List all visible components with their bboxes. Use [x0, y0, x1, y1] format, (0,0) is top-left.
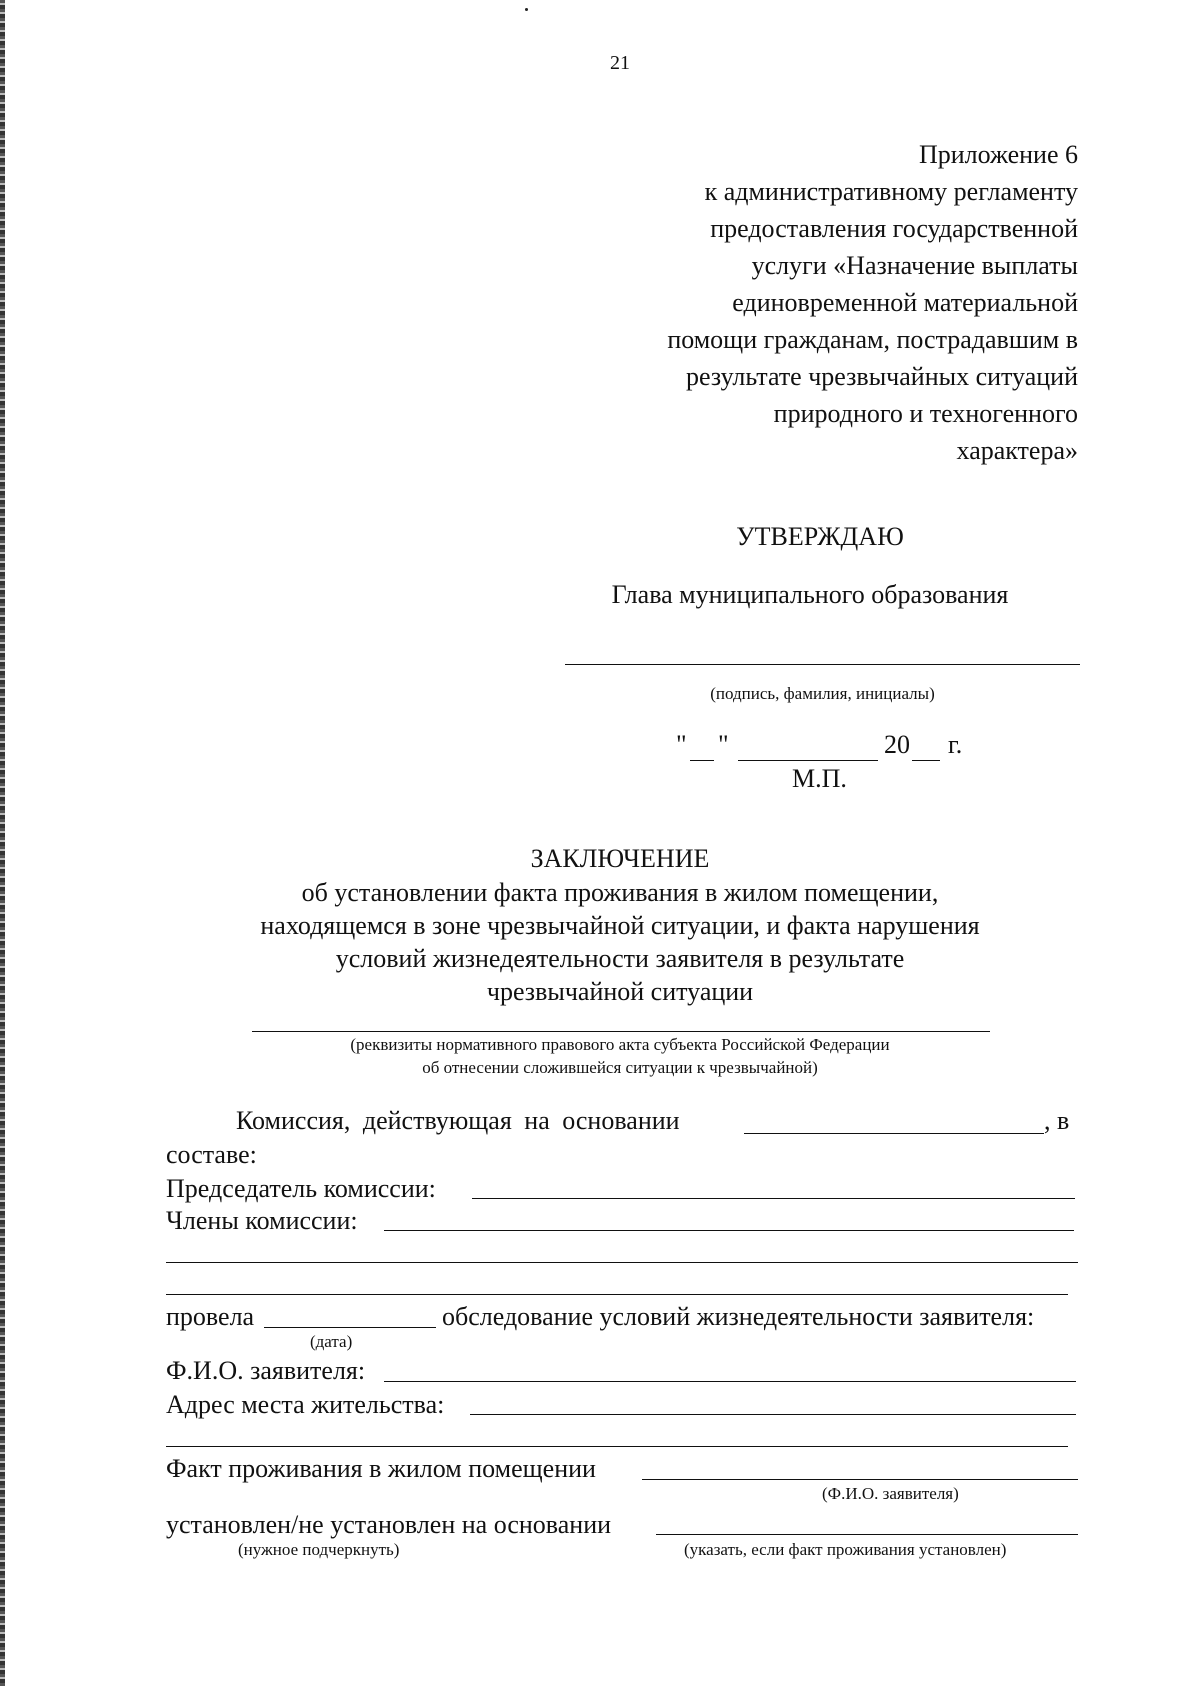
address-label: Адрес места жительства:: [166, 1390, 445, 1419]
applicant-caption: (Ф.И.О. заявителя): [822, 1484, 959, 1503]
residence-fact-line: [642, 1479, 1078, 1480]
date-year-line: [912, 760, 940, 761]
annex-line: помощи гражданам, пострадавшим в: [667, 325, 1078, 354]
members-line-2: [166, 1262, 1078, 1263]
conducted-label: провела: [166, 1302, 255, 1331]
annex-line: к административному регламенту: [704, 177, 1078, 206]
date-year: 20: [884, 730, 910, 759]
annex-line: услуги «Назначение выплаты: [751, 251, 1078, 280]
annex-line: Приложение 6: [918, 140, 1078, 169]
address-line-2: [166, 1446, 1068, 1447]
conclusion-subtitle-line: условий жизнедеятельности заявителя в результате: [335, 944, 905, 973]
members-line-3: [166, 1294, 1068, 1295]
conclusion-subtitle-line: находящемся в зоне чрезвычайной ситуации, и факта нарушения: [260, 911, 980, 940]
address-line: [470, 1414, 1076, 1415]
stamp-label: М.П.: [792, 764, 847, 793]
approval-position: Глава муниципального образования: [611, 580, 1009, 609]
chairman-label: Председатель комиссии:: [166, 1174, 436, 1203]
applicant-name-line: [384, 1381, 1076, 1382]
conclusion-subtitle-line: чрезвычайной ситуации: [486, 977, 754, 1006]
annex-line: природного и техногенного: [773, 399, 1078, 428]
signature-caption: (подпись, фамилия, инициалы): [710, 684, 935, 703]
annex-line: характера»: [956, 436, 1078, 465]
established-basis-line: [656, 1534, 1078, 1535]
specify-caption: (указать, если факт проживания установлен): [684, 1540, 1007, 1559]
residence-fact-label: Факт проживания в жилом помещении: [166, 1454, 596, 1483]
conclusion-subtitle-line: об установлении факта проживания в жилом помещении,: [301, 878, 939, 907]
members-line: [384, 1230, 1074, 1231]
annex-line: единовременной материальной: [732, 288, 1078, 317]
survey-date-line: [264, 1327, 436, 1328]
page-number: 21: [610, 52, 630, 74]
act-caption-line: (реквизиты нормативного правового акта субъекта Российской Федерации: [350, 1035, 890, 1054]
applicant-name-label: Ф.И.О. заявителя:: [166, 1356, 366, 1385]
act-caption-line: об отнесении сложившейся ситуации к чрезвычайной): [422, 1058, 818, 1077]
annex-line: результате чрезвычайных ситуаций: [685, 362, 1078, 391]
date-caption: (дата): [310, 1332, 353, 1351]
annex-block: [667, 136, 1078, 469]
commission-text: Комиссия, действующая на основании: [236, 1106, 680, 1135]
commission-basis-line: [744, 1133, 1044, 1134]
commission-tail: , в: [1044, 1106, 1070, 1135]
underline-caption: (нужное подчеркнуть): [238, 1540, 400, 1559]
approval-title: УТВЕРЖДАЮ: [736, 522, 904, 551]
members-label: Члены комиссии:: [166, 1206, 358, 1235]
date-quote-close: ": [718, 730, 729, 759]
act-requisites-line: [252, 1031, 990, 1032]
survey-text: обследование условий жизнедеятельности заявителя:: [442, 1302, 1035, 1331]
established-label: установлен/не установлен на основании: [166, 1510, 612, 1539]
composition-label: составе:: [166, 1140, 257, 1169]
date-month-line: [738, 760, 878, 761]
date-day-line: [690, 760, 714, 761]
date-quote-open: ": [676, 730, 687, 759]
signature-line: [565, 664, 1080, 665]
conclusion-title: ЗАКЛЮЧЕНИЕ: [530, 844, 710, 873]
chairman-line: [472, 1198, 1075, 1199]
annex-line: предоставления государственной: [710, 214, 1078, 243]
scan-speck: [525, 8, 528, 11]
date-suffix: г.: [948, 730, 963, 759]
